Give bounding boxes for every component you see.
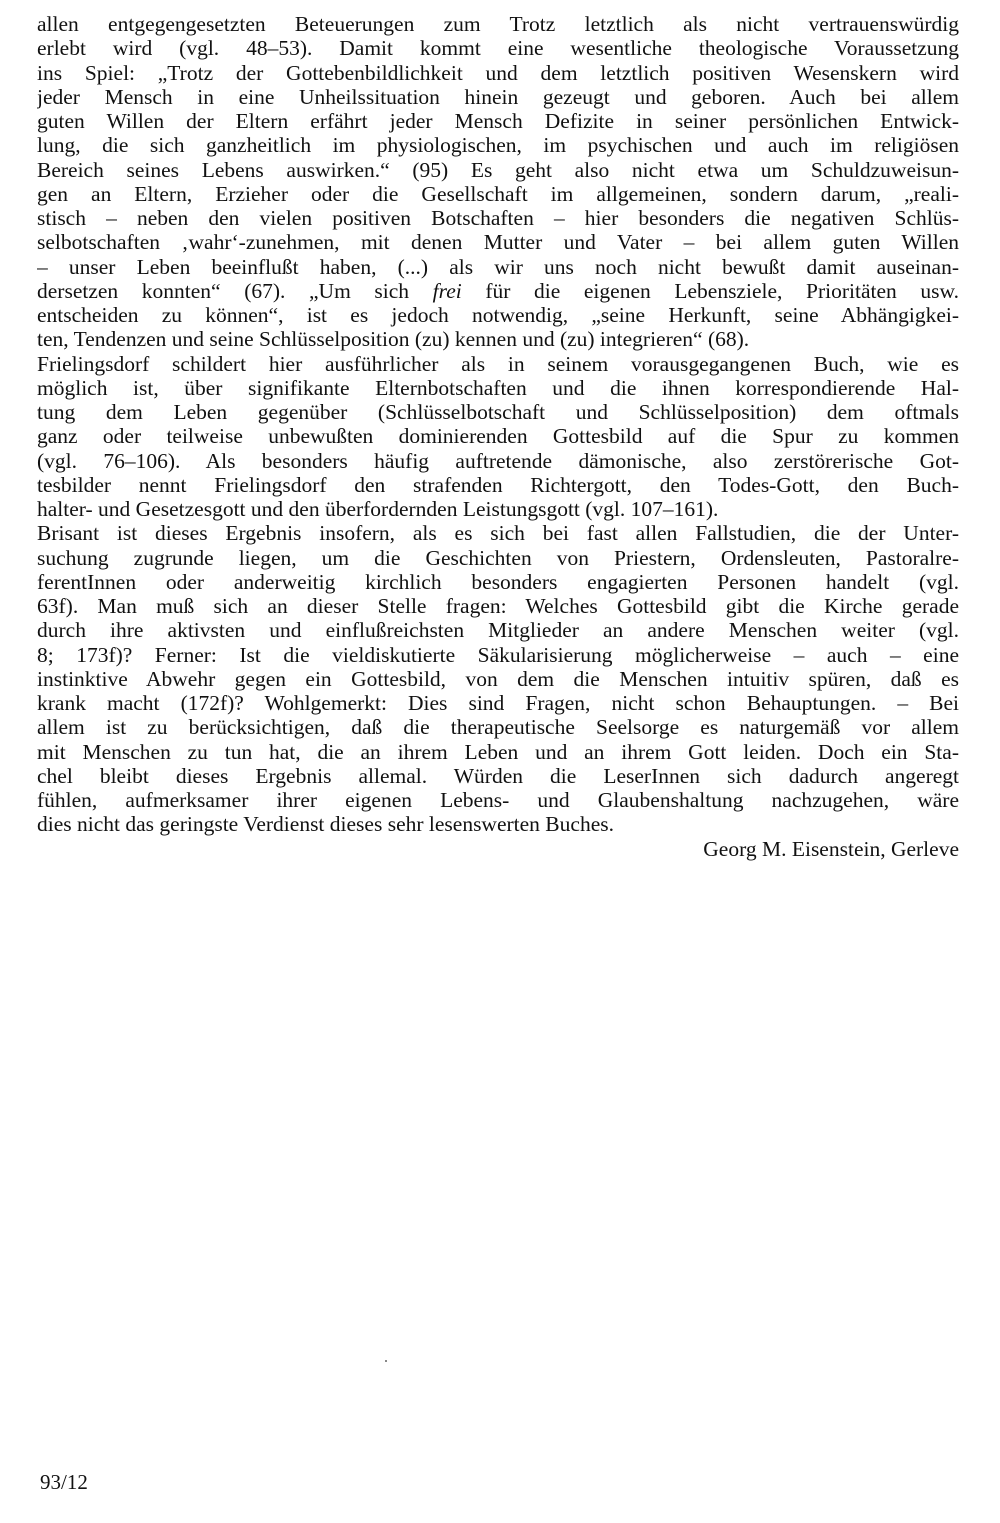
text-line: ganz oder teilweise unbewußten dominierenden Gottesbild auf die Spur zu kommen <box>37 424 959 449</box>
text-line: Frielingsdorf schildert hier ausführlicher als in seinem vorausgegangenen Buch, wie es <box>37 351 959 376</box>
text-line: guten Willen der Eltern erfährt jeder Mensch Defizite in seiner persönlichen Entwick- <box>37 109 959 133</box>
speck <box>385 1360 387 1362</box>
text-line: Bereich seines Lebens auswirken.“ (95) Es geht also nicht etwa um Schuldzuweisun- <box>37 157 959 182</box>
text-line: – unser Leben beeinflußt haben, (...) als wir uns noch nicht bewußt damit auseinan- <box>37 254 959 279</box>
text-line: instinktive Abwehr gegen ein Gottesbild, von dem die Menschen intuitiv spüren, daß es <box>37 666 959 691</box>
text-line: durch ihre aktivsten und einflußreichsten Mitglieder an andere Menschen weiter (vgl. <box>37 618 959 643</box>
text-line: (vgl. 76–106). Als besonders häufig auftretende dämonische, also zerstörerische Got- <box>37 448 959 473</box>
text-line: krank macht (172f)? Wohlgemerkt: Dies sind Fragen, nicht schon Behauptungen. – Bei <box>37 691 959 715</box>
text-line: fühlen, aufmerksamer ihrer eigenen Lebens- und Glaubenshaltung nachzugehen, wäre <box>37 788 959 812</box>
text-line: halter- und Gesetzesgott und den überfordernden Leistungsgott (vgl. 107–161). <box>37 497 719 521</box>
text-segment: dersetzen konnten“ (67). „Um sich <box>37 278 433 303</box>
text-line: ferentInnen oder anderweitig kirchlich besonders engagierten Personen handelt (vgl. <box>37 569 959 594</box>
text-line-with-emphasis <box>37 279 959 303</box>
text-line: möglich ist, über signifikante Elternbotschaften und die ihnen korrespondierende Hal- <box>37 375 959 400</box>
page-number: 93/12 <box>40 1470 88 1494</box>
text-line: entscheiden zu können“, ist es jedoch notwendig, „seine Herkunft, seine Abhängigkei- <box>37 303 959 327</box>
text-line: chel bleibt dieses Ergebnis allemal. Würden die LeserInnen sich dadurch angeregt <box>37 763 959 788</box>
review-signature: Georg M. Eisenstein, Gerleve <box>703 836 959 861</box>
text-line: gen an Eltern, Erzieher oder die Gesellschaft im allgemeinen, sondern darum, „reali- <box>37 181 959 206</box>
text-line: selbotschaften ‚wahr‘-zunehmen, mit denen Mutter und Vater – bei allem guten Willen <box>37 230 959 255</box>
text-line: 8; 173f)? Ferner: Ist die vieldiskutierte Säkularisierung möglicherweise – auch – eine <box>37 642 959 667</box>
text-line: allem ist zu berücksichtigen, daß die therapeutische Seelsorge es naturgemäß vor allem <box>37 715 959 740</box>
text-line: dies nicht das geringste Verdienst dieses sehr lesenswerten Buches. <box>37 812 614 837</box>
text-line: tesbilder nennt Frielingsdorf den strafenden Richtergott, den Todes-Gott, den Buch- <box>37 472 959 497</box>
review-text <box>37 12 959 861</box>
text-line: erlebt wird (vgl. 48–53). Damit kommt eine wesentliche theologische Voraussetzung <box>37 36 959 61</box>
text-line: ins Spiel: „Trotz der Gottebenbildlichkeit und dem letztlich positiven Wesenskern wird <box>37 60 959 85</box>
text-line: allen entgegengesetzten Beteuerungen zum Trotz letztlich als nicht vertrauenswürdig <box>37 12 959 36</box>
text-line: mit Menschen zu tun hat, die an ihrem Leben und an ihrem Gott leiden. Doch ein Sta- <box>37 739 959 764</box>
text-line: 63f). Man muß sich an dieser Stelle fragen: Welches Gottesbild gibt die Kirche gerade <box>37 594 959 618</box>
emphasized-word: frei <box>432 278 462 303</box>
text-line: Brisant ist dieses Ergebnis insofern, als es sich bei fast allen Fallstudien, die der Unter- <box>37 521 959 546</box>
text-line: suchung zugrunde liegen, um die Geschichten von Priestern, Ordensleuten, Pastoralre- <box>37 545 959 570</box>
text-line: jeder Mensch in eine Unheilssituation hinein gezeugt und geboren. Auch bei allem <box>37 84 959 109</box>
text-line: ten, Tendenzen und seine Schlüsselposition (zu) kennen und (zu) integrieren“ (68). <box>37 327 750 352</box>
text-line: stisch – neben den vielen positiven Botschaften – hier besonders die negativen Schlüs- <box>37 206 959 230</box>
text-line: lung, die sich ganzheitlich im physiologischen, im psychischen und auch im religiösen <box>37 133 959 158</box>
text-line: tung dem Leben gegenüber (Schlüsselbotschaft und Schlüsselposition) dem oftmals <box>37 400 959 424</box>
text-segment: für die eigenen Lebensziele, Prioritäten usw. <box>461 278 959 303</box>
